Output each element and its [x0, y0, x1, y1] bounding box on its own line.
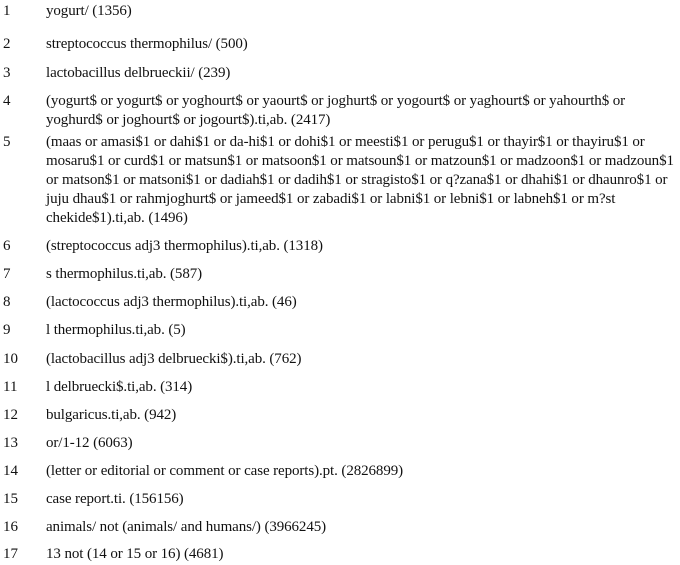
line-number: 6: [3, 238, 11, 254]
line-number: 17: [3, 546, 18, 562]
search-query: l delbruecki$.ti,ab. (314): [46, 379, 193, 395]
search-query: (lactococcus adj3 thermophilus).ti,ab. (46): [46, 294, 297, 310]
search-query: 13 not (14 or 15 or 16) (4681): [46, 546, 224, 562]
line-number: 11: [3, 379, 18, 395]
search-query: lactobacillus delbrueckii/ (239): [46, 65, 231, 81]
line-number: 8: [3, 294, 11, 310]
search-query: (maas or amasi$1 or dahi$1 or da-hi$1 or dohi$1 or meesti$1 or perugu$1 or thayir$1 or thayiru$1 or mosaru$1 or curd$1 or matsun$1 or matsoon$1 or matsoun$1 or matzoun$1 or madzoon$1 or madzoun$1 or matson$1 or matsoni$1 or dadiah$1 or dadih$1 or stragisto$1 or q?zana$1 or dhahi$1 or dhaunro$1 or juju dhau$1 or rahmjoghurt$ or jameed$1 or zabadi$1 or labni$1 or lebni$1 or labneh$1 or m?st chekide$1).ti,ab. (1496): [46, 134, 674, 226]
line-number: 16: [3, 519, 18, 535]
line-number: 15: [3, 491, 18, 507]
search-query: or/1-12 (6063): [46, 435, 133, 451]
search-query: l thermophilus.ti,ab. (5): [46, 322, 186, 338]
line-number: 13: [3, 435, 18, 451]
line-number: 12: [3, 407, 18, 423]
search-query: (yogurt$ or yogurt$ or yoghourt$ or yaourt$ or joghurt$ or yogourt$ or yaghourt$ or yahourth$ or yoghurd$ or joghourt$ or jogourt$).ti,ab. (2417): [46, 93, 626, 128]
line-number: 1: [3, 3, 11, 19]
search-query: animals/ not (animals/ and humans/) (3966245): [46, 519, 327, 535]
search-query: yogurt/ (1356): [46, 3, 132, 19]
line-number: 2: [3, 36, 11, 52]
line-number: 10: [3, 351, 18, 367]
search-query: s thermophilus.ti,ab. (587): [46, 266, 203, 282]
search-query: (streptococcus adj3 thermophilus).ti,ab. (1318): [46, 238, 323, 254]
line-number: 5: [3, 134, 11, 150]
search-query: streptococcus thermophilus/ (500): [46, 36, 248, 52]
line-number: 7: [3, 266, 11, 282]
search-query: bulgaricus.ti,ab. (942): [46, 407, 177, 423]
search-query: case report.ti. (156156): [46, 491, 184, 507]
search-query: (letter or editorial or comment or case reports).pt. (2826899): [46, 463, 404, 479]
search-query: (lactobacillus adj3 delbruecki$).ti,ab. (762): [46, 351, 302, 367]
line-number: 9: [3, 322, 11, 338]
line-number: 3: [3, 65, 11, 81]
line-number: 14: [3, 463, 18, 479]
line-number: 4: [3, 93, 11, 109]
